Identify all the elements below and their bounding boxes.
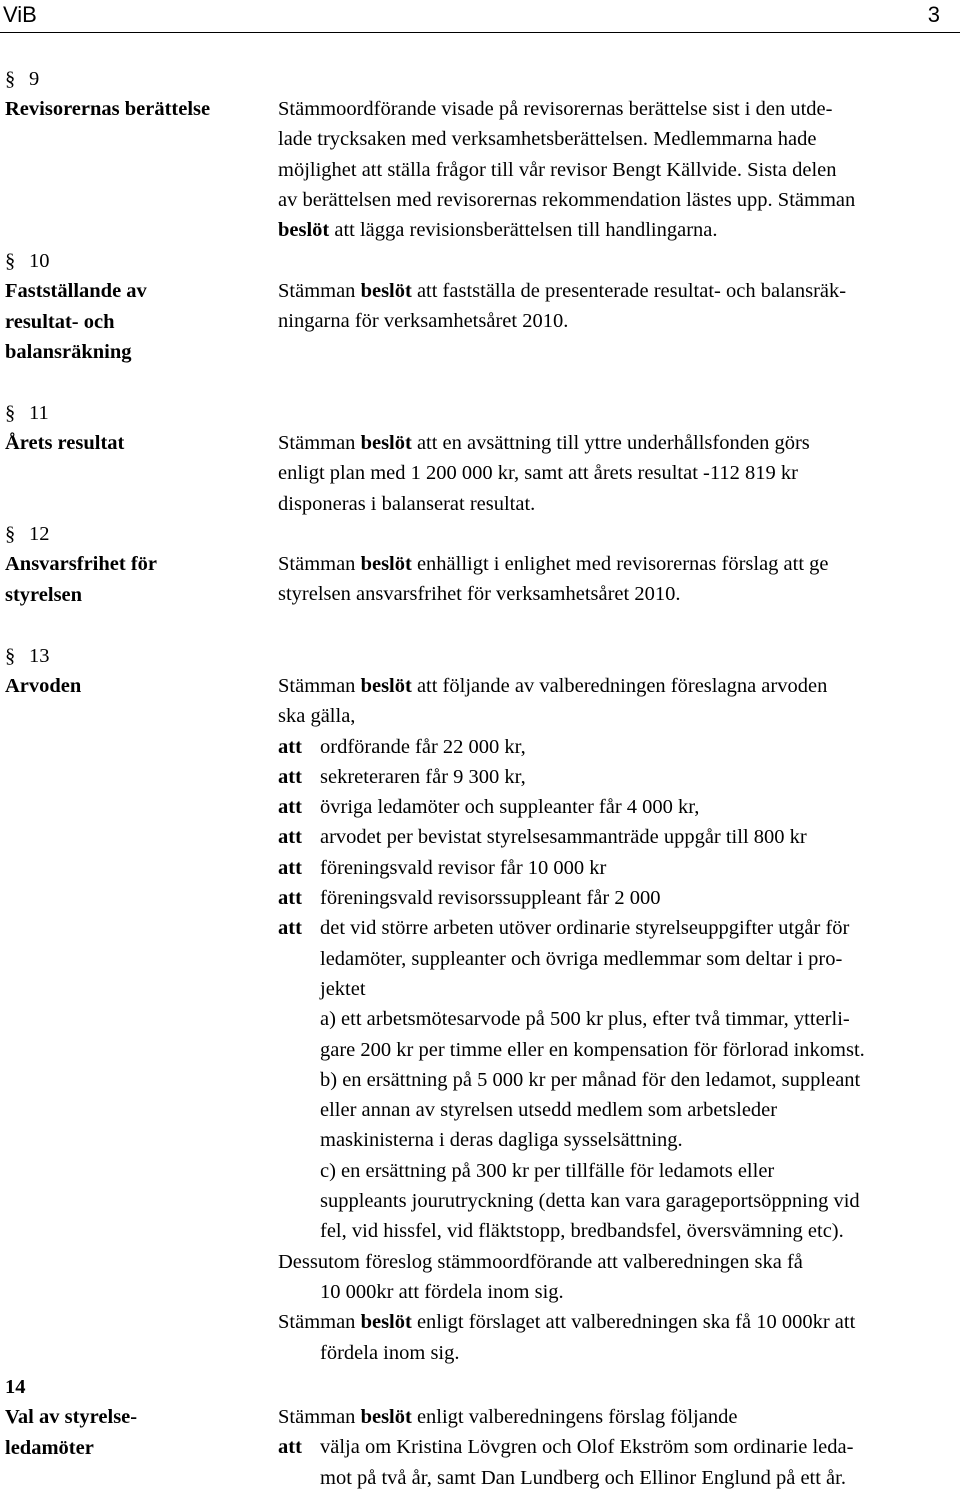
- list-item: att sekreteraren får 9 300 kr,: [278, 765, 526, 788]
- section-10-heading: § 10 Fastställande av resultat- och balansräkning: [5, 250, 147, 363]
- section-11-body: Stämman beslöt att en avsättning till yttre underhållsfonden görs enligt plan med 1 200 000 kr, samt att årets resultat -112 819 kr disponeras i balanserat resultat.: [278, 432, 810, 515]
- section-9-body: Stämmoordförande visade på revisorernas berättelse sist i den utde- lade trycksaken med verksamhetsberättelsen. Medlemmarna hade möjlighet att ställa frågor till vår revisor Bengt Källvide. Sista delen av berättelsen med revisorernas rekommendation lästes upp. Stämman beslöt att lägga revisionsberättelsen till handlingarna.: [278, 98, 856, 242]
- page-header: [0, 0, 960, 34]
- header-title: ViB: [3, 2, 37, 27]
- list-item: att välja om Kristina Lövgren och Olof Ekström som ordinarie leda-: [278, 1436, 854, 1459]
- list-item: att ordförande får 22 000 kr,: [278, 735, 526, 758]
- section-10-body: Stämman beslöt att fastställa de presenterade resultat- och balansräk- ningarna för verksamhetsåret 2010.: [278, 280, 847, 333]
- section-14-heading: 14 Val av styrelse- ledamöter: [5, 1376, 138, 1459]
- list-item: att föreningsvald revisor får 10 000 kr: [278, 856, 607, 879]
- list-item: att föreningsvald revisorssuppleant får 2 000: [278, 887, 661, 910]
- list-item: att övriga ledamöter och suppleanter får 4 000 kr,: [278, 796, 700, 819]
- list-item: att det vid större arbeten utöver ordinarie styrelseuppgifter utgår för: [278, 917, 850, 940]
- section-11-heading: § 11 Årets resultat: [5, 402, 125, 455]
- section-13-body: Stämman beslöt att följande av valberedningen föreslagna arvoden ska gälla, att ordförande får 22 000 kr, att sekreteraren får 9 300 kr, att övriga ledamöter och suppleanter får 4 000 kr, att arvodet per bevistat styrelsesammanträde uppgår till 800 kr att föreningsvald revisor får 10 000 kr att föreningsvald revisorssuppleant får 2 000 att det vid större arbeten utöver ordinarie styrelseuppgifter utgår för ledamöter, suppleanter och övriga medlemmar som deltar i pro- jektet a) ett arbetsmötesarvode på 500 kr plus, efter två timmar, ytterli- gare 200 kr per timme eller en kompensation för förlorad inkomst. b) en ersättning på 5 000 kr per månad för den ledamot, suppleant eller annan av styrelsen utsedd medlem som arbetsleder maskinisterna i deras dagliga sysselsättning. c) en ersättning på 300 kr per tillfälle för ledamots eller suppleants jourutryckning (detta kan vara garageportsöppning vid fel, vid hissfel, vid fläktstopp, bredbandsfel, översvämning etc). Dessutom föreslog stämmoordförande att valberedningen ska få 10 000kr att fördela inom sig. Stämman beslöt enligt förslaget att valberedningen ska få 10 000kr att fördela inom sig.: [278, 675, 865, 1364]
- section-14-body: Stämman beslöt enligt valberedningens förslag följande att välja om Kristina Lövgren och Olof Ekström som ordinarie leda- mot på två år, samt Dan Lundberg och Ellinor Englund på ett år.: [278, 1406, 854, 1489]
- section-9-heading: § 9 Revisorernas berättelse: [5, 68, 211, 121]
- section-13-heading: § 13 Arvoden: [5, 645, 82, 698]
- list-item: att arvodet per bevistat styrelsesammanträde uppgår till 800 kr: [278, 826, 807, 849]
- section-12-body: Stämman beslöt enhälligt i enlighet med revisorernas förslag att ge styrelsen ansvarsfrihet för verksamhetsåret 2010.: [278, 553, 829, 606]
- header-rule: [0, 32, 960, 33]
- page-number: 3: [927, 2, 940, 27]
- section-12-heading: § 12 Ansvarsfrihet för styrelsen: [5, 523, 158, 606]
